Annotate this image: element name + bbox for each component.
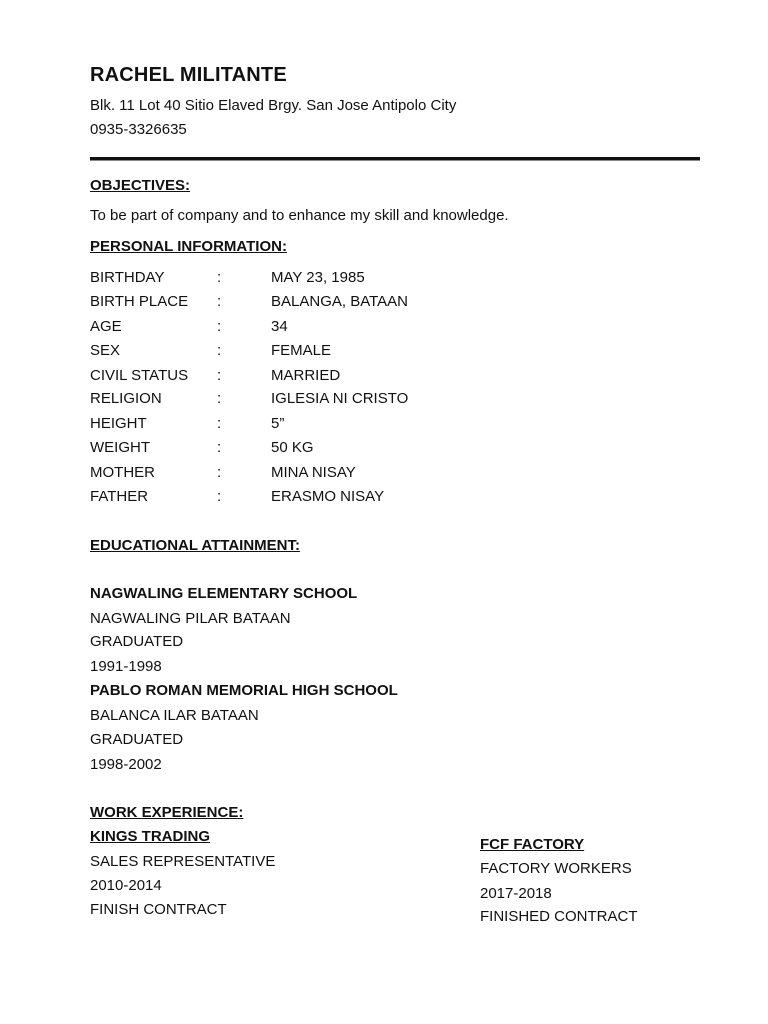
company-name: KINGS TRADING: [90, 828, 210, 845]
info-value-civil-status: MARRIED: [271, 367, 341, 384]
info-separator: :: [217, 342, 222, 359]
school-years: 1991-1998: [90, 658, 162, 675]
info-label-weight: WEIGHT: [90, 439, 150, 456]
personal-info-heading: PERSONAL INFORMATION:: [90, 238, 287, 255]
info-label-mother: MOTHER: [90, 464, 155, 481]
info-value-age: 34: [271, 318, 288, 335]
school-status: GRADUATED: [90, 633, 184, 650]
job-status: FINISHED CONTRACT: [480, 908, 638, 925]
info-label-birth-place: BIRTH PLACE: [90, 293, 189, 310]
info-label-height: HEIGHT: [90, 415, 147, 432]
objectives-heading: OBJECTIVES:: [90, 177, 191, 194]
work-experience-heading: WORK EXPERIENCE:: [90, 804, 244, 821]
school-name: PABLO ROMAN MEMORIAL HIGH SCHOOL: [90, 682, 398, 699]
info-label-civil-status: CIVIL STATUS: [90, 367, 189, 384]
info-value-birthday: MAY 23, 1985: [271, 269, 365, 286]
info-value-height: 5”: [271, 415, 285, 432]
company-name: FCF FACTORY: [480, 836, 585, 853]
job-position: SALES REPRESENTATIVE: [90, 853, 276, 870]
school-status: GRADUATED: [90, 731, 184, 748]
info-value-birth-place: BALANGA, BATAAN: [271, 293, 408, 310]
job-years: 2010-2014: [90, 877, 162, 894]
info-value-religion: IGLESIA NI CRISTO: [271, 390, 409, 407]
info-separator: :: [217, 318, 222, 335]
address: Blk. 11 Lot 40 Sitio Elaved Brgy. San Jose Antipolo City: [90, 97, 457, 114]
info-separator: :: [217, 390, 222, 407]
job-status: FINISH CONTRACT: [90, 901, 227, 918]
header-divider: [90, 157, 700, 160]
education-heading: EDUCATIONAL ATTAINMENT:: [90, 537, 300, 554]
info-label-sex: SEX: [90, 342, 121, 359]
objectives-text: To be part of company and to enhance my skill and knowledge.: [90, 207, 509, 224]
info-separator: :: [217, 488, 222, 505]
info-separator: :: [217, 293, 222, 310]
info-separator: :: [217, 464, 222, 481]
info-value-sex: FEMALE: [271, 342, 332, 359]
info-label-religion: RELIGION: [90, 390, 162, 407]
info-separator: :: [217, 269, 222, 286]
info-separator: :: [217, 367, 222, 384]
school-location: BALANCA ILAR BATAAN: [90, 707, 259, 724]
info-value-mother: MINA NISAY: [271, 464, 356, 481]
applicant-name: RACHEL MILITANTE: [90, 64, 287, 86]
phone-number: 0935-3326635: [90, 121, 187, 138]
info-label-father: FATHER: [90, 488, 149, 505]
info-value-father: ERASMO NISAY: [271, 488, 385, 505]
job-position: FACTORY WORKERS: [480, 860, 632, 877]
info-separator: :: [217, 415, 222, 432]
school-name: NAGWALING ELEMENTARY SCHOOL: [90, 585, 358, 602]
info-value-weight: 50 KG: [271, 439, 314, 456]
school-years: 1998-2002: [90, 756, 162, 773]
info-separator: :: [217, 439, 222, 456]
school-location: NAGWALING PILAR BATAAN: [90, 610, 291, 627]
info-label-birthday: BIRTHDAY: [90, 269, 165, 286]
job-years: 2017-2018: [480, 885, 552, 902]
info-label-age: AGE: [90, 318, 122, 335]
